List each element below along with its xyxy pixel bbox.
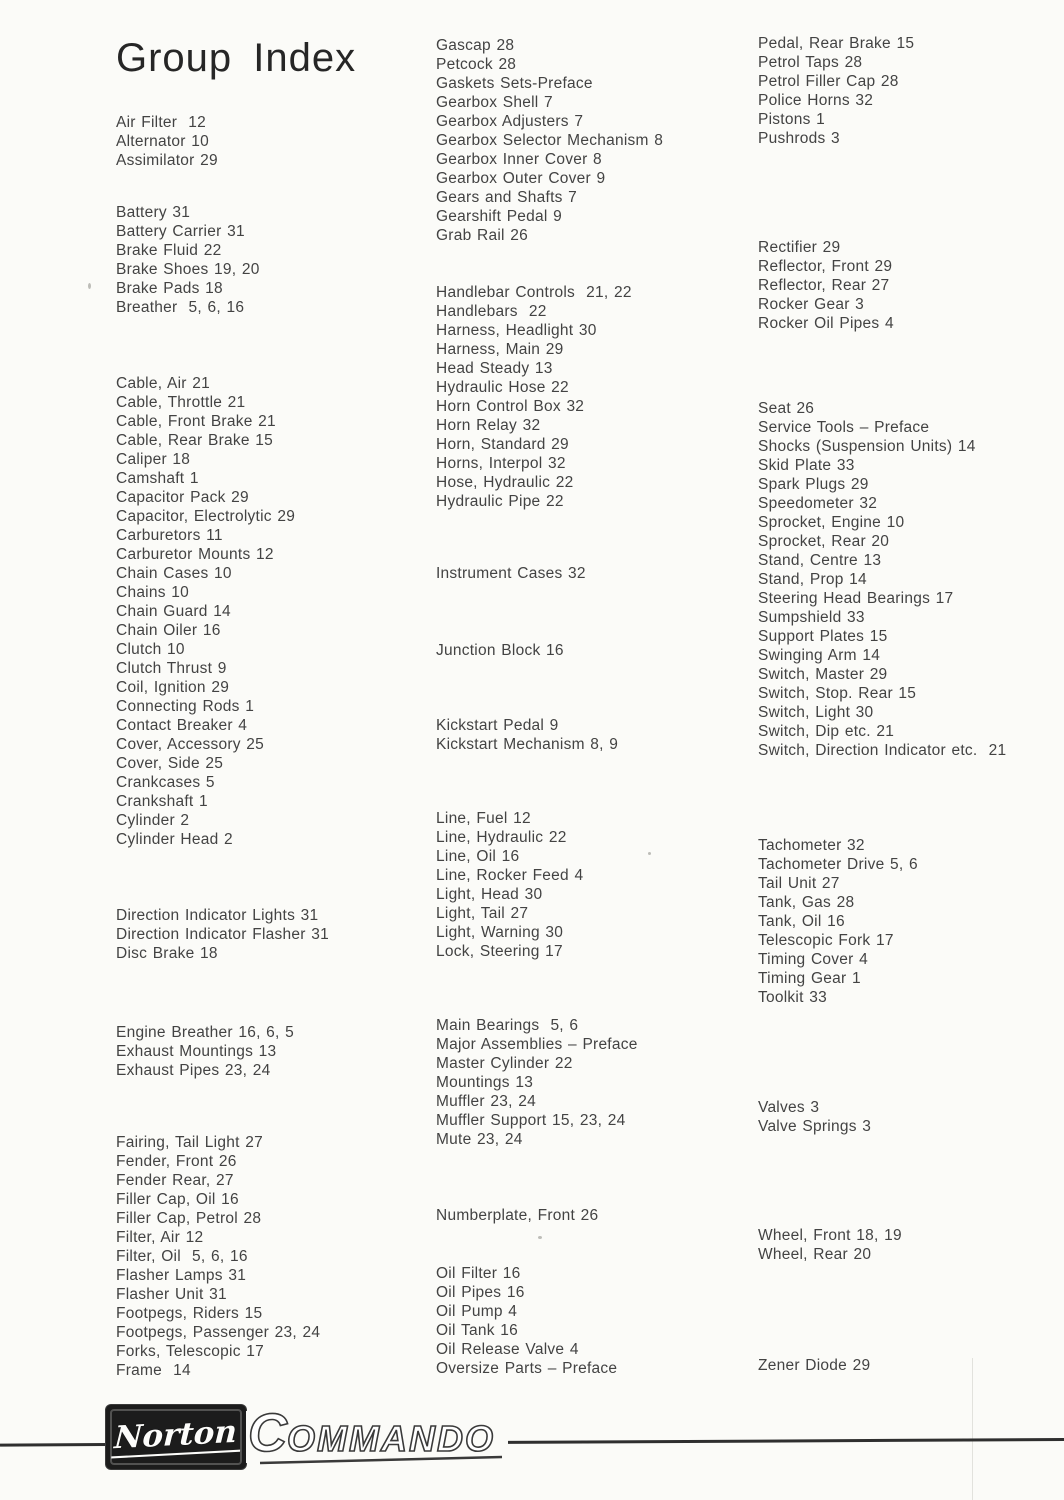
index-entry: Filter, Air 12 [116,1229,204,1246]
index-entry: Fender Rear, 27 [116,1172,234,1189]
index-group-z [758,1356,870,1375]
index-entry: Coil, Ignition 29 [116,679,230,696]
index-entry: Line, Fuel 12 [436,810,531,827]
index-group-a [116,113,218,170]
index-entry: Harness, Headlight 30 [436,322,597,339]
scan-speck [88,283,91,289]
index-entry: Filler Cap, Oil 16 [116,1191,239,1208]
index-group-n [436,1206,598,1225]
index-entry: Speedometer 32 [758,495,878,512]
index-entry: Air Filter 12 [116,114,207,131]
index-entry: Gearshift Pedal 9 [436,208,563,225]
index-entry: Switch, Light 30 [758,704,874,721]
scan-speck [648,852,651,855]
index-entry: Camshaft 1 [116,470,199,487]
index-entry: Rocker Gear 3 [758,296,865,313]
index-entry: Gascap 28 [436,37,515,54]
index-entry: Contact Breaker 4 [116,717,248,734]
index-entry: Sumpshield 33 [758,609,865,626]
index-entry: Head Steady 13 [436,360,553,377]
index-entry: Oil Pump 4 [436,1303,518,1320]
index-entry: Main Bearings 5, 6 [436,1017,579,1034]
index-entry: Cable, Rear Brake 15 [116,432,274,449]
index-entry: Valves 3 [758,1099,820,1116]
index-entry: Muffler 23, 24 [436,1093,536,1110]
index-entry: Handlebar Controls 21, 22 [436,284,632,301]
index-group-t [758,836,918,1007]
index-entry: Switch, Dip etc. 21 [758,723,895,740]
index-entry: Timing Gear 1 [758,970,861,987]
index-entry: Gears and Shafts 7 [436,189,578,206]
index-entry: Oil Filter 16 [436,1265,521,1282]
index-entry: Gearbox Shell 7 [436,94,553,111]
index-group-e [116,1023,294,1080]
index-group-m [436,1016,638,1149]
index-entry: Footpegs, Riders 15 [116,1305,263,1322]
index-entry: Forks, Telescopic 17 [116,1343,264,1360]
footer [0,1395,1064,1495]
index-group-v [758,1098,871,1136]
index-entry: Switch, Stop. Rear 15 [758,685,917,702]
index-entry: Clutch Thrust 9 [116,660,227,677]
index-entry: Instrument Cases 32 [436,565,586,582]
index-entry: Horn Relay 32 [436,417,541,434]
index-entry: Shocks (Suspension Units) 14 [758,438,976,455]
index-entry: Spark Plugs 29 [758,476,869,493]
index-entry: Tail Unit 27 [758,875,840,892]
index-group-w [758,1226,902,1264]
index-entry: Oil Tank 16 [436,1322,519,1339]
index-entry: Disc Brake 18 [116,945,218,962]
index-entry: Swinging Arm 14 [758,647,881,664]
index-entry: Master Cylinder 22 [436,1055,573,1072]
index-entry: Gearbox Selector Mechanism 8 [436,132,664,149]
index-entry: Switch, Direction Indicator etc. 21 [758,742,1007,759]
index-entry: Battery 31 [116,204,191,221]
index-entry: Horn Control Box 32 [436,398,585,415]
index-entry: Oversize Parts – Preface [436,1360,618,1377]
index-entry: Wheel, Rear 20 [758,1246,872,1263]
index-entry: Pushrods 3 [758,130,840,147]
index-entry: Cover, Accessory 25 [116,736,265,753]
index-entry: Direction Indicator Lights 31 [116,907,319,924]
index-entry: Chains 10 [116,584,190,601]
scan-speck [538,1236,542,1239]
index-entry: Carburetor Mounts 12 [116,546,274,563]
index-entry: Footpegs, Passenger 23, 24 [116,1324,321,1341]
index-entry: Battery Carrier 31 [116,223,245,240]
index-entry: Clutch 10 [116,641,185,658]
index-group-i [436,564,586,583]
index-entry: Cable, Front Brake 21 [116,413,276,430]
index-entry: Cable, Throttle 21 [116,394,246,411]
index-entry: Hose, Hydraulic 22 [436,474,574,491]
index-entry: Frame 14 [116,1362,191,1379]
page-title: Group Index [116,36,357,80]
index-group-p [758,34,914,148]
index-entry: Reflector, Rear 27 [758,277,890,294]
norton-logo-text: Norton [111,1416,242,1458]
index-entry: Brake Pads 18 [116,280,223,297]
index-entry: Exhaust Pipes 23, 24 [116,1062,271,1079]
index-entry: Rectifier 29 [758,239,841,256]
index-entry: Toolkit 33 [758,989,827,1006]
index-entry: Junction Block 16 [436,642,564,659]
index-entry: Filter, Oil 5, 6, 16 [116,1248,248,1265]
index-entry: Line, Hydraulic 22 [436,829,567,846]
index-group-g [436,36,663,245]
index-entry: Sprocket, Rear 20 [758,533,890,550]
index-entry: Kickstart Pedal 9 [436,717,559,734]
index-entry: Chain Guard 14 [116,603,231,620]
index-entry: Oil Release Valve 4 [436,1341,579,1358]
index-group-j [436,641,564,660]
index-entry: Service Tools – Preface [758,419,930,436]
index-entry: Line, Rocker Feed 4 [436,867,584,884]
index-group-s [758,399,1006,760]
index-entry: Cable, Air 21 [116,375,210,392]
index-entry: Horns, Interpol 32 [436,455,566,472]
index-entry: Light, Warning 30 [436,924,564,941]
index-group-k [436,716,618,754]
index-entry: Hydraulic Hose 22 [436,379,569,396]
index-entry: Chain Oiler 16 [116,622,221,639]
index-entry: Chain Cases 10 [116,565,232,582]
index-entry: Light, Tail 27 [436,905,529,922]
commando-logo [246,1401,518,1477]
index-entry: Seat 26 [758,400,815,417]
index-entry: Line, Oil 16 [436,848,520,865]
index-entry: Cover, Side 25 [116,755,224,772]
index-entry: Carburetors 11 [116,527,223,544]
index-entry: Flasher Lamps 31 [116,1267,247,1284]
index-entry: Steering Head Bearings 17 [758,590,954,607]
index-entry: Major Assemblies – Preface [436,1036,638,1053]
norton-logo [106,1405,246,1469]
index-entry: Brake Shoes 19, 20 [116,261,260,278]
index-entry: Fairing, Tail Light 27 [116,1134,263,1151]
index-entry: Gearbox Outer Cover 9 [436,170,606,187]
index-entry: Timing Cover 4 [758,951,869,968]
index-entry: Reflector, Front 29 [758,258,893,275]
index-entry: Direction Indicator Flasher 31 [116,926,329,943]
index-group-l [436,809,583,961]
index-entry: Petrol Taps 28 [758,54,863,71]
index-entry: Numberplate, Front 26 [436,1207,599,1224]
index-entry: Gaskets Sets-Preface [436,75,593,92]
index-entry: Harness, Main 29 [436,341,564,358]
index-group-r [758,238,894,333]
index-entry: Tachometer Drive 5, 6 [758,856,918,873]
index-entry: Capacitor Pack 29 [116,489,249,506]
index-entry: Pedal, Rear Brake 15 [758,35,915,52]
svg-text:COMMANDO: COMMANDO [248,1403,495,1463]
index-group-o [436,1264,617,1378]
index-entry: Police Horns 32 [758,92,874,109]
index-group-c [116,374,295,849]
index-entry: Hydraulic Pipe 22 [436,493,564,510]
index-entry: Handlebars 22 [436,303,547,320]
index-entry: Brake Fluid 22 [116,242,222,259]
index-entry: Telescopic Fork 17 [758,932,894,949]
index-entry: Skid Plate 33 [758,457,855,474]
index-entry: Connecting Rods 1 [116,698,255,715]
index-entry: Lock, Steering 17 [436,943,563,960]
index-entry: Mute 23, 24 [436,1131,523,1148]
index-group-b [116,203,260,317]
index-entry: Valve Springs 3 [758,1118,872,1135]
index-entry: Crankshaft 1 [116,793,208,810]
index-entry: Petcock 28 [436,56,517,73]
index-entry: Cylinder 2 [116,812,190,829]
index-entry: Mountings 13 [436,1074,534,1091]
index-entry: Zener Diode 29 [758,1357,871,1374]
index-entry: Fender, Front 26 [116,1153,237,1170]
index-entry: Sprocket, Engine 10 [758,514,905,531]
index-entry: Kickstart Mechanism 8, 9 [436,736,619,753]
index-group-d [116,906,329,963]
index-entry: Grab Rail 26 [436,227,529,244]
index-entry: Gearbox Inner Cover 8 [436,151,602,168]
index-entry: Pistons 1 [758,111,826,128]
index-entry: Breather 5, 6, 16 [116,299,245,316]
index-entry: Caliper 18 [116,451,191,468]
index-entry: Gearbox Adjusters 7 [436,113,584,130]
index-entry: Muffler Support 15, 23, 24 [436,1112,626,1129]
index-entry: Assimilator 29 [116,152,218,169]
index-entry: Filler Cap, Petrol 28 [116,1210,262,1227]
index-group-f [116,1133,320,1380]
index-entry: Tank, Gas 28 [758,894,855,911]
index-entry: Exhaust Mountings 13 [116,1043,277,1060]
index-entry: Stand, Centre 13 [758,552,882,569]
index-entry: Alternator 10 [116,133,209,150]
index-entry: Tank, Oil 16 [758,913,845,930]
index-entry: Tachometer 32 [758,837,865,854]
index-entry: Stand, Prop 14 [758,571,867,588]
index-entry: Rocker Oil Pipes 4 [758,315,894,332]
index-entry: Crankcases 5 [116,774,215,791]
index-entry: Switch, Master 29 [758,666,888,683]
index-entry: Support Plates 15 [758,628,888,645]
index-entry: Petrol Filler Cap 28 [758,73,899,90]
index-entry: Capacitor, Electrolytic 29 [116,508,296,525]
index-group-h [436,283,632,511]
index-entry: Cylinder Head 2 [116,831,233,848]
index-entry: Oil Pipes 16 [436,1284,525,1301]
index-entry: Engine Breather 16, 6, 5 [116,1024,295,1041]
index-entry: Flasher Unit 31 [116,1286,227,1303]
index-entry: Light, Head 30 [436,886,543,903]
index-entry: Horn, Standard 29 [436,436,569,453]
index-entry: Wheel, Front 18, 19 [758,1227,902,1244]
